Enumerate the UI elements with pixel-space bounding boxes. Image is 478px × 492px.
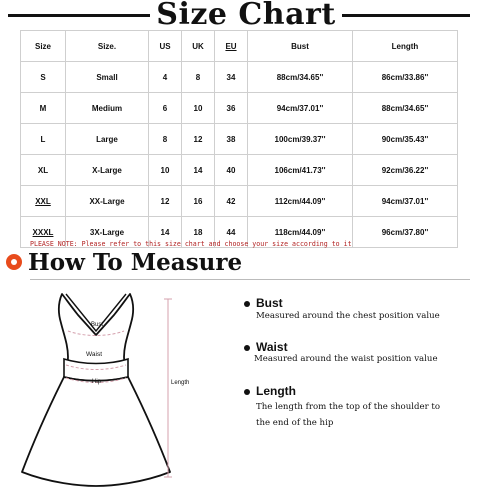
table-cell: 94cm/37.01''	[353, 186, 458, 217]
table-cell: 42	[215, 186, 248, 217]
table-cell	[21, 186, 66, 217]
measure-item-text: Measured around the chest position value	[256, 311, 440, 321]
table-cell: XX-Large	[66, 186, 149, 217]
table-cell: 36	[215, 93, 248, 124]
table-cell: 3X-Large	[66, 217, 149, 248]
table-cell: 4	[149, 62, 182, 93]
table-cell: M	[21, 93, 66, 124]
table-cell: 44	[215, 217, 248, 248]
waist-label: Waist	[86, 351, 103, 358]
table-cell: 12	[182, 124, 215, 155]
size-chart-table	[20, 30, 458, 248]
table-row	[21, 155, 458, 186]
table-cell: 18	[182, 217, 215, 248]
table-cell: 14	[149, 217, 182, 248]
title-rule-left	[8, 14, 150, 17]
dress-diagram	[0, 285, 230, 492]
bullet-icon	[244, 345, 250, 351]
table-cell: 86cm/33.86''	[353, 62, 458, 93]
col-header-us: US	[149, 31, 182, 62]
table-cell: 100cm/39.37''	[248, 124, 353, 155]
table-cell: 34	[215, 62, 248, 93]
table-cell: XL	[21, 155, 66, 186]
table-row	[21, 124, 458, 155]
size-code: XXL	[35, 196, 51, 206]
table-cell: 88cm/34.65''	[353, 93, 458, 124]
table-cell: Small	[66, 62, 149, 93]
size-chart-header	[0, 0, 478, 30]
table-row	[21, 186, 458, 217]
table-cell: 92cm/36.22''	[353, 155, 458, 186]
table-cell: 90cm/35.43''	[353, 124, 458, 155]
table-cell: Medium	[66, 93, 149, 124]
col-header-uk: UK	[182, 31, 215, 62]
table-cell: 106cm/41.73''	[248, 155, 353, 186]
table-cell: 38	[215, 124, 248, 155]
col-header-bust: Bust	[248, 31, 353, 62]
dress-skirt-outline	[22, 377, 170, 486]
table-cell: Large	[66, 124, 149, 155]
hip-label: Hip	[92, 379, 102, 385]
table-header-row	[21, 31, 458, 62]
table-cell: 40	[215, 155, 248, 186]
table-cell: 16	[182, 186, 215, 217]
col-header-eu-label: EU	[225, 41, 237, 51]
title-rule-right	[342, 14, 470, 17]
measure-item-heading: Length	[256, 384, 296, 398]
table-cell: X-Large	[66, 155, 149, 186]
table-cell: 8	[182, 62, 215, 93]
bullet-icon	[244, 301, 250, 307]
table-cell: 94cm/37.01''	[248, 93, 353, 124]
how-to-measure-title: How To Measure	[28, 249, 243, 276]
table-row	[21, 62, 458, 93]
table-cell: 10	[149, 155, 182, 186]
col-header-eu	[215, 31, 248, 62]
table-cell: 88cm/34.65''	[248, 62, 353, 93]
bullet-icon	[244, 389, 250, 395]
table-cell: 112cm/44.09''	[248, 186, 353, 217]
table-row	[21, 93, 458, 124]
col-header-size-name: Size.	[66, 31, 149, 62]
bust-label: Bust	[91, 322, 104, 328]
target-icon	[6, 254, 22, 270]
table-cell: S	[21, 62, 66, 93]
col-header-size: Size	[21, 31, 66, 62]
measure-item-heading: Waist	[256, 340, 288, 354]
size-note: PLEASE NOTE: Please refer to this size chart and choose your size according to it	[30, 240, 352, 248]
length-label: Length	[171, 380, 190, 386]
table-cell: 96cm/37.80''	[353, 217, 458, 248]
table-cell: 14	[182, 155, 215, 186]
table-cell: 118cm/44.09''	[248, 217, 353, 248]
col-header-length: Length	[353, 31, 458, 62]
size-chart-title: Size Chart	[156, 0, 336, 32]
table-cell: L	[21, 124, 66, 155]
table-cell: 10	[182, 93, 215, 124]
table-cell: 6	[149, 93, 182, 124]
measure-item-heading: Bust	[256, 296, 283, 310]
measure-item-text: Measured around the waist position value	[254, 354, 438, 364]
table-cell: 8	[149, 124, 182, 155]
table-cell: 12	[149, 186, 182, 217]
section-divider	[30, 279, 470, 280]
size-code: XXXL	[32, 227, 54, 237]
measure-item-text: The length from the top of the shoulder to the end of the hip	[256, 402, 441, 428]
